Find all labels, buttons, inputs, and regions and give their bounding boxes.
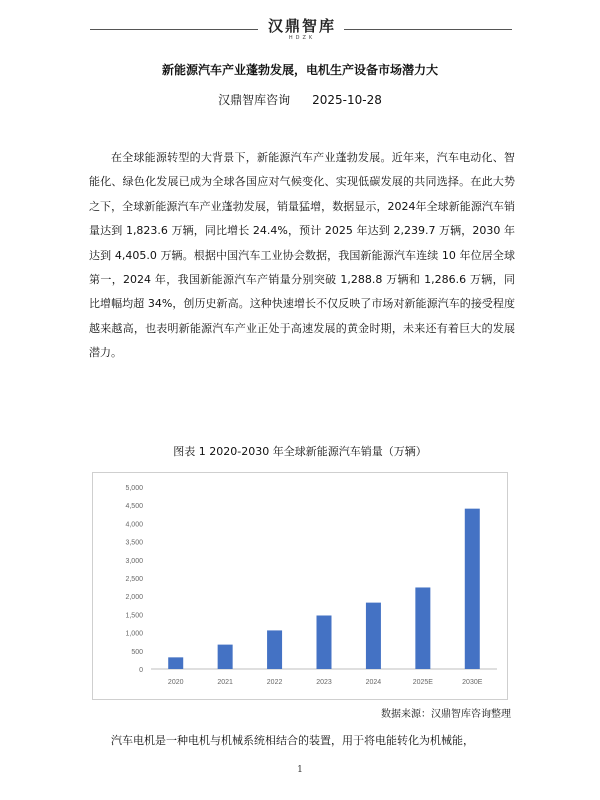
x-tick-label: 2025E [412, 679, 433, 686]
page-number: 1 [297, 765, 303, 775]
y-tick-label: 1,000 [125, 630, 143, 638]
chart-canvas [93, 473, 507, 699]
bar-2020 [168, 657, 183, 669]
x-tick-label: 2020 [167, 679, 184, 686]
y-tick-label: 1,500 [125, 612, 143, 620]
byline [0, 91, 600, 108]
logo-subtext: HDZK [288, 35, 316, 41]
x-tick-label: 2021 [217, 679, 233, 686]
logo [262, 18, 342, 41]
y-tick-label: 0 [139, 667, 143, 674]
x-tick-label: 2024 [365, 679, 382, 686]
bar-2030E [465, 509, 480, 669]
article-title: 新能源汽车产业蓬勃发展，电机生产设备市场潜力大 [161, 63, 438, 77]
bar-2024 [366, 603, 381, 669]
y-tick-label: 5,000 [125, 485, 143, 492]
bar-2022 [267, 630, 282, 669]
data-source: 数据来源：汉鼎智库咨询整理 [381, 709, 511, 720]
publish-date: 2025-10-28 [312, 93, 382, 107]
bar-2023 [317, 615, 332, 669]
bar-chart [92, 472, 508, 700]
x-tick-label: 2030E [462, 679, 483, 686]
x-tick-label: 2023 [316, 679, 332, 686]
logo-text: 汉鼎智库 [267, 17, 336, 35]
header-rule-right [344, 29, 512, 30]
bar-2021 [218, 645, 233, 669]
y-tick-label: 2,500 [125, 576, 143, 583]
y-tick-label: 4,500 [125, 503, 143, 511]
y-tick-label: 3,500 [125, 539, 143, 547]
author: 汉鼎智库咨询 [218, 93, 291, 107]
header-rule-left [90, 29, 258, 30]
y-tick-label: 2,000 [125, 594, 143, 602]
body-paragraph-1: 在全球能源转型的大背景下，新能源汽车产业蓬勃发展。近年来，汽车电动化、智能化、绿色化发展已成为全球各国应对气候变化、实现低碳发展的共同选择。在此大势之下，全球新能源汽车产业蓬勃发展，销量猛增，数据显示，2024年全球新能源汽车销量达到 1,823.6 万辆，同比增长 24.4%，预计 2025 年达到 2,239.7 万辆，2030 年达到 4,405.0 万辆。根据中国汽车工业协会数据，我国新能源汽车连续 10 年位居全球第一，2024 年，我国新能源汽车产销量分别突破 1,288.8 万辆和 1,286.6 万辆，同比增幅均超 34%，创历史新高。这种快速增长不仅反映了市场对新能源汽车的接受程度越来越高，也表明新能源汽车产业正处于高速发展的黄金时期，未来还有着巨大的发展潜力。 [89, 151, 515, 360]
body-paragraph-2: 汽车电机是一种电机与机械系统相结合的装置，用于将电能转化为机械能， [111, 734, 474, 747]
y-tick-label: 500 [131, 648, 143, 656]
figure-caption: 图表 1 2020-2030 年全球新能源汽车销量（万辆） [173, 445, 427, 458]
y-tick-label: 3,000 [125, 557, 143, 565]
bar-2025E [415, 587, 430, 669]
y-tick-label: 4,000 [125, 521, 143, 529]
x-tick-label: 2022 [266, 679, 283, 686]
